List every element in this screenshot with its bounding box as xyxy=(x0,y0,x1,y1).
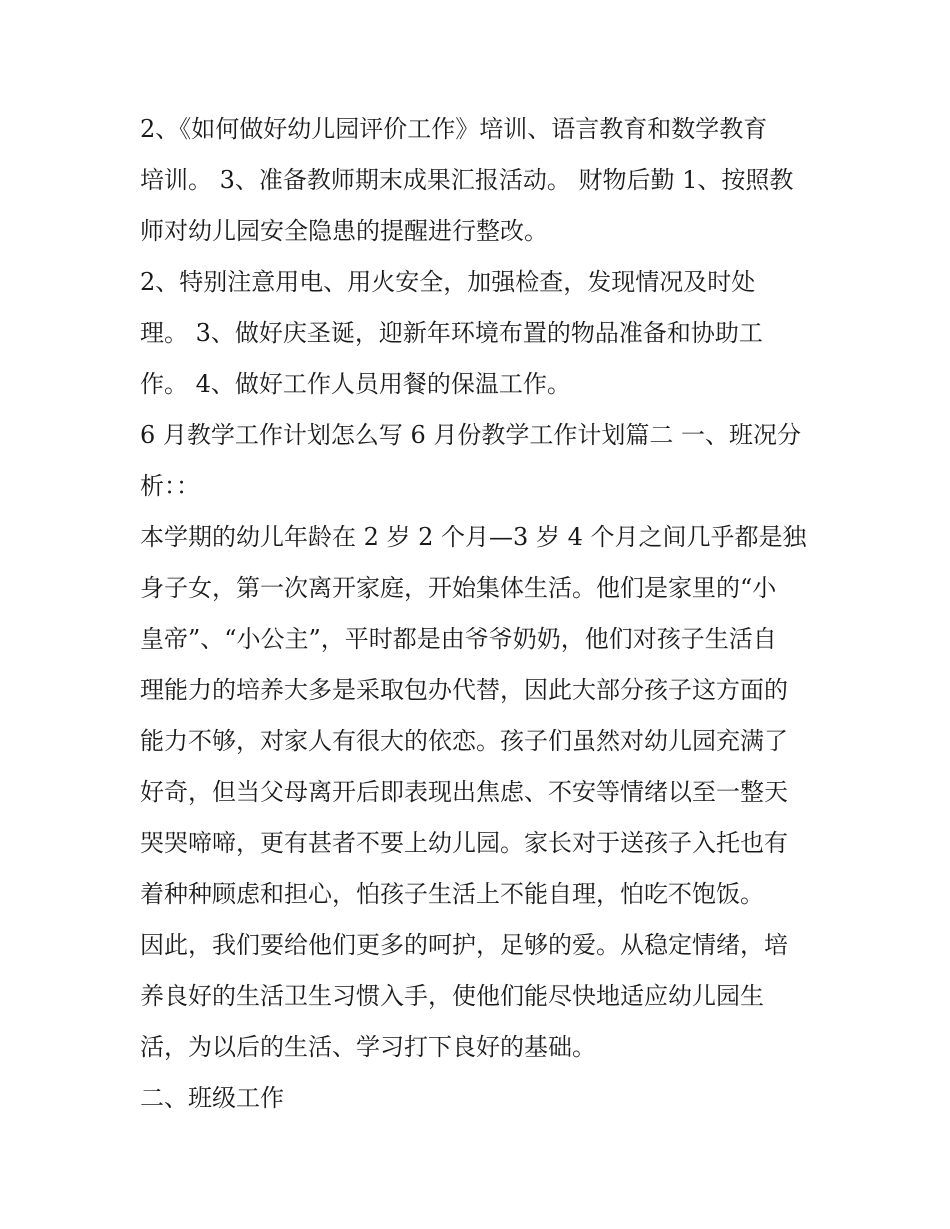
text-line: 师对幼儿园安全隐患的提醒进行整改。 xyxy=(140,217,548,245)
text-line: 6 月教学工作计划怎么写 6 月份教学工作计划篇二 一、班况分 xyxy=(140,421,802,449)
text-line: 身子女，第一次离开家庭，开始集体生活。他们是家里的“小 xyxy=(140,574,777,602)
paragraph-plan-heading xyxy=(140,410,820,512)
text-line: 能力不够，对家人有很大的依恋。孩子们虽然对幼儿园充满了 xyxy=(140,727,788,755)
text-line: 2、特别注意用电、用火安全，加强检查，发现情况及时处 xyxy=(140,268,756,296)
text-line: 理。 3、做好庆圣诞，迎新年环境布置的物品准备和协助工 xyxy=(140,319,763,347)
text-line: 养良好的生活卫生习惯入手，使他们能尽快地适应幼儿园生 xyxy=(140,982,764,1010)
text-line: 作。 4、做好工作人员用餐的保温工作。 xyxy=(140,370,571,398)
text-line: 好奇，但当父母离开后即表现出焦虑、不安等情绪以至一整天 xyxy=(140,778,788,806)
text-line: 皇帝”、“小公主”，平时都是由爷爷奶奶，他们对孩子生活自 xyxy=(140,625,777,653)
text-line: 因此，我们要给他们更多的呵护，足够的爱。从稳定情绪，培 xyxy=(140,931,788,959)
text-line: 2、《如何做好幼儿园评价工作》培训、语言教育和数学教育 xyxy=(140,115,768,143)
text-line: 哭哭啼啼，更有甚者不要上幼儿园。家长对于送孩子入托也有 xyxy=(140,829,788,857)
text-line: 着种种顾虑和担心，怕孩子生活上不能自理，怕吃不饱饭。 xyxy=(140,880,764,908)
section-heading-class-work xyxy=(140,1073,820,1124)
paragraph-class-analysis xyxy=(140,512,820,1073)
paragraph-training-and-logistics xyxy=(140,104,820,257)
text-line: 析：： xyxy=(140,472,200,500)
paragraph-safety xyxy=(140,257,820,410)
text-line: 本学期的幼儿年龄在 2 岁 2 个月—3 岁 4 个月之间几乎都是独 xyxy=(140,523,807,551)
text-line: 活，为以后的生活、学习打下良好的基础。 xyxy=(140,1033,596,1061)
text-line: 理能力的培养大多是采取包办代替，因此大部分孩子这方面的 xyxy=(140,676,788,704)
text-line: 二、班级工作 xyxy=(140,1084,284,1112)
text-line: 培训。 3、准备教师期末成果汇报活动。 财物后勤 1、按照教 xyxy=(140,166,794,194)
document-body xyxy=(140,104,820,1124)
